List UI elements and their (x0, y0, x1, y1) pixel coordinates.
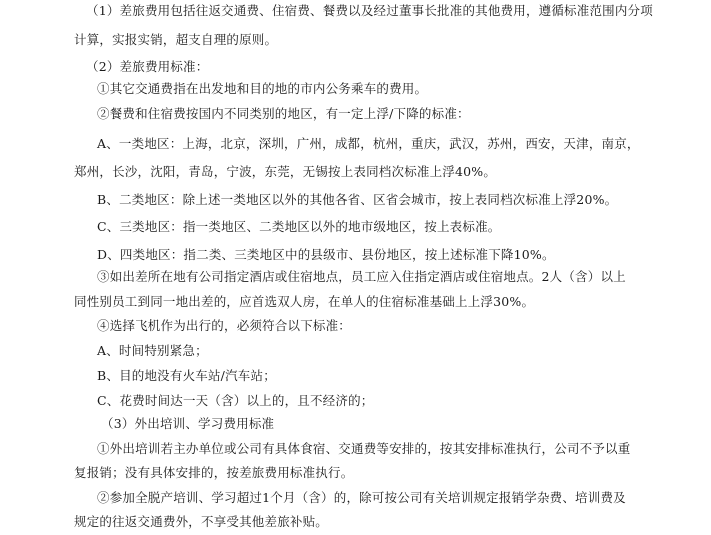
paragraph-1-line-2: 计算，实报实销，超支自理的原则。 (74, 32, 278, 47)
region-d-text: D、四类地区：指二类、三类地区中的县级市、县份地区，按上述标准下降10%。 (97, 247, 555, 262)
section-3-heading: （3）外出培训、学习费用标准 (101, 416, 275, 431)
section-2-heading: （2）差旅费用标准： (86, 59, 209, 74)
paragraph-1-line-1: （1）差旅费用包括往返交通费、住宿费、餐费以及经过董事长批准的其他费用，遵循标准范围内分项 (86, 3, 653, 18)
region-b-text: B、二类地区：除上述一类地区以外的其他各省、区省会城市，按上表同档次标准上浮20%。 (97, 192, 618, 207)
item-2-text: ②餐费和住宿费按国内不同类别的地区，有一定上浮/下降的标准： (97, 106, 470, 121)
flight-criterion-b: B、目的地没有火车站/汽车站； (97, 368, 276, 383)
item-3-line-1: ③如出差所在地有公司指定酒店或住宿地点，员工应入住指定酒店或住宿地点。2人（含）以上 (97, 269, 626, 284)
region-c-text: C、三类地区：指一类地区、二类地区以外的地市级地区，按上表标准。 (97, 219, 501, 234)
training-item-1-line-2: 复报销；没有具体安排的，按差旅费用标准执行。 (74, 465, 354, 480)
training-item-2-line-1: ②参加全脱产培训、学习超过1个月（含）的，除可按公司有关培训规定报销学杂费、培训费及 (97, 490, 626, 505)
region-a-line-2: 郑州，长沙，沈阳，青岛，宁波，东莞，无锡按上表同档次标准上浮40%。 (74, 164, 497, 179)
item-1-text: ①其它交通费指在出发地和目的地的市内公务乘车的费用。 (97, 81, 428, 96)
item-4-text: ④选择飞机作为出行的，必须符合以下标准： (97, 318, 352, 333)
training-item-2-line-2: 规定的往返交通费外，不享受其他差旅补贴。 (74, 514, 329, 529)
training-item-1-line-1: ①外出培训若主办单位或公司有具体食宿、交通费等安排的，按其安排标准执行，公司不予以重 (97, 441, 631, 456)
item-3-line-2: 同性别员工到同一地出差的，应首选双人房，在单人的住宿标准基础上上浮30%。 (74, 294, 535, 309)
region-a-line-1: A、一类地区：上海，北京，深圳，广州，成都，杭州，重庆，武汉，苏州，西安，天津，南京， (97, 136, 640, 151)
flight-criterion-a: A、时间特别紧急； (97, 343, 208, 358)
flight-criterion-c: C、花费时间达一天（含）以上的，且不经济的； (97, 393, 374, 408)
